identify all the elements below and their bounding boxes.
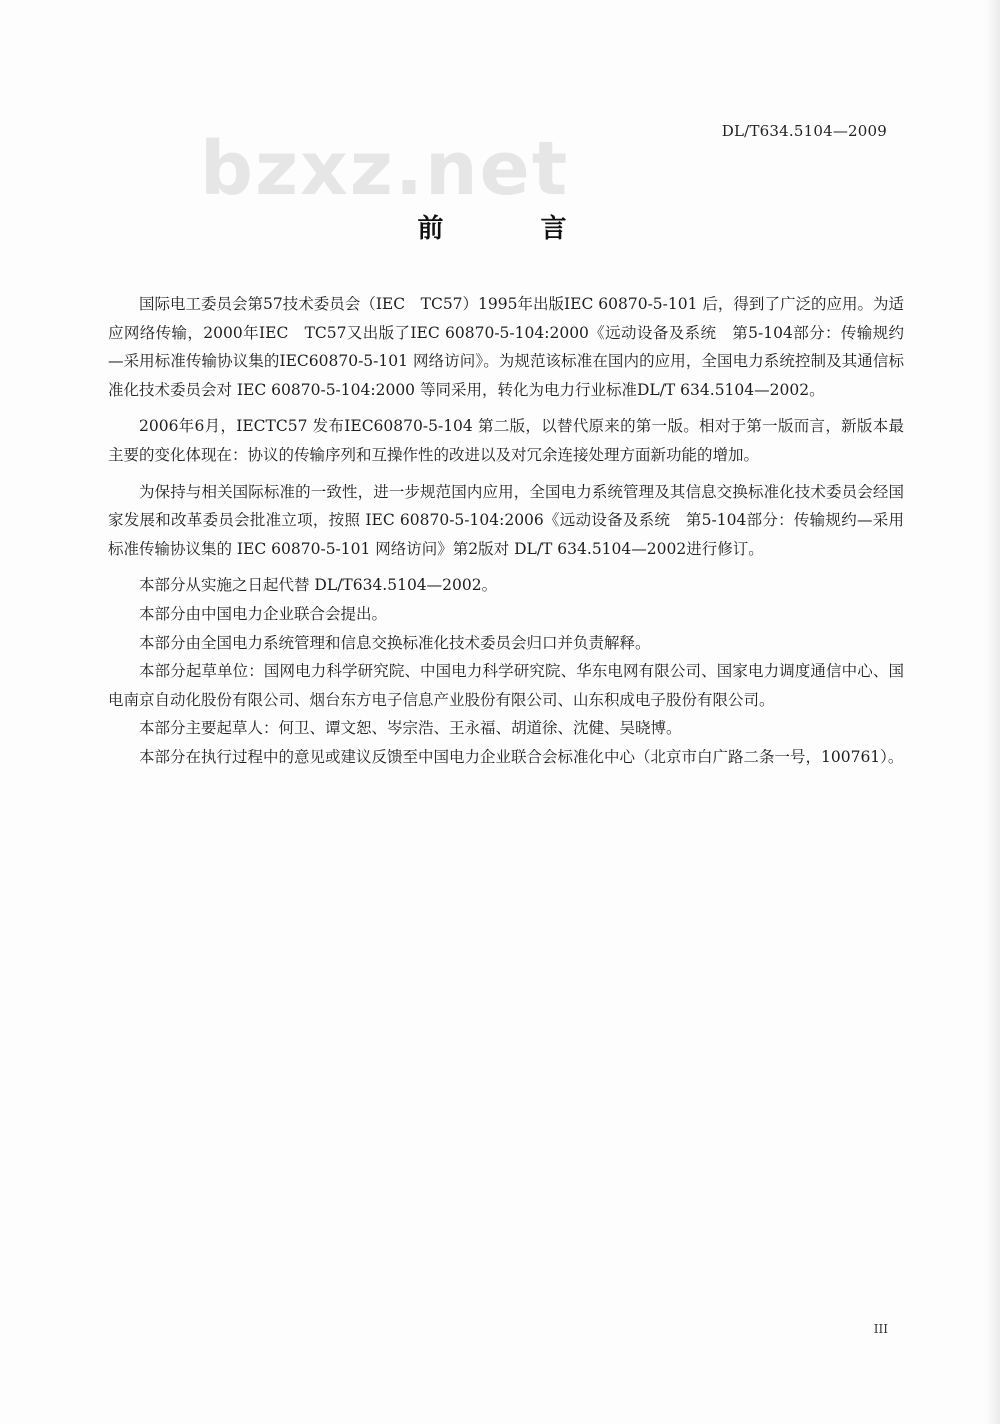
paragraph-proposed-by: 本部分由中国电力企业联合会提出。 — [139, 604, 388, 623]
paragraph-drafters: 本部分主要起草人：何卫、谭文恕、岑宗浩、王永福、胡道徐、沈健、吴晓博。 — [139, 719, 682, 738]
paragraph-responsible: 本部分由全国电力系统管理和信息交换标准化技术委员会归口并负责解释。 — [139, 633, 651, 652]
paragraph-background: 国际电工委员会第57技术委员会（IEC TC57）1995年出版IEC 60870-5-101 后，得到了广泛的应用。为适应网络传输，2000年IEC TC57又出版了IEC 60870-5-104:2000《远动设备及系统 第5-104部分：传输规约—采用标准传输协议集的IEC60870-5-101 网络访问》。为规范该标准在国内的应用，全国电力系统控制及其通信标准化技术委员会对 IEC 60870-5-104:2000 等同采用，转化为电力行业标准DL/T 634.5104—2002。 — [108, 295, 904, 399]
paragraph-revision: 为保持与相关国际标准的一致性，进一步规范国内应用，全国电力系统管理及其信息交换标准化技术委员会经国家发展和改革委员会批准立项，按照 IEC 60870-5-104:2006《远动设备及系统 第5-104部分：传输规约—采用标准传输协议集的 IEC 60870-5-101 网络访问》第2版对 DL/T 634.5104—2002进行修订。 — [108, 482, 904, 558]
paragraph-feedback: 本部分在执行过程中的意见或建议反馈至中国电力企业联合会标准化中心（北京市白广路二条一号，100761）。 — [139, 747, 904, 766]
paragraph-drafting-units: 本部分起草单位：国网电力科学研究院、中国电力科学研究院、华东电网有限公司、国家电力调度通信中心、国电南京自动化股份有限公司、烟台东方电子信息产业股份有限公司、山东积成电子股份有限公司。 — [108, 662, 904, 709]
paragraph-second-edition: 2006年6月，IECTC57 发布IEC60870-5-104 第二版，以替代原来的第一版。相对于第一版而言，新版本最主要的变化体现在：协议的传输序列和互操作性的改进以及对冗余连接处理方面新功能的增加。 — [108, 417, 904, 464]
page-number: III — [873, 1322, 888, 1336]
foreword-body — [108, 290, 904, 772]
paragraph-replaces: 本部分从实施之日起代替 DL/T634.5104—2002。 — [139, 576, 498, 595]
watermark: bzxz.net — [200, 126, 570, 212]
page-title: 前 言 — [417, 214, 611, 244]
document-number: DL/T634.5104—2009 — [721, 122, 887, 140]
